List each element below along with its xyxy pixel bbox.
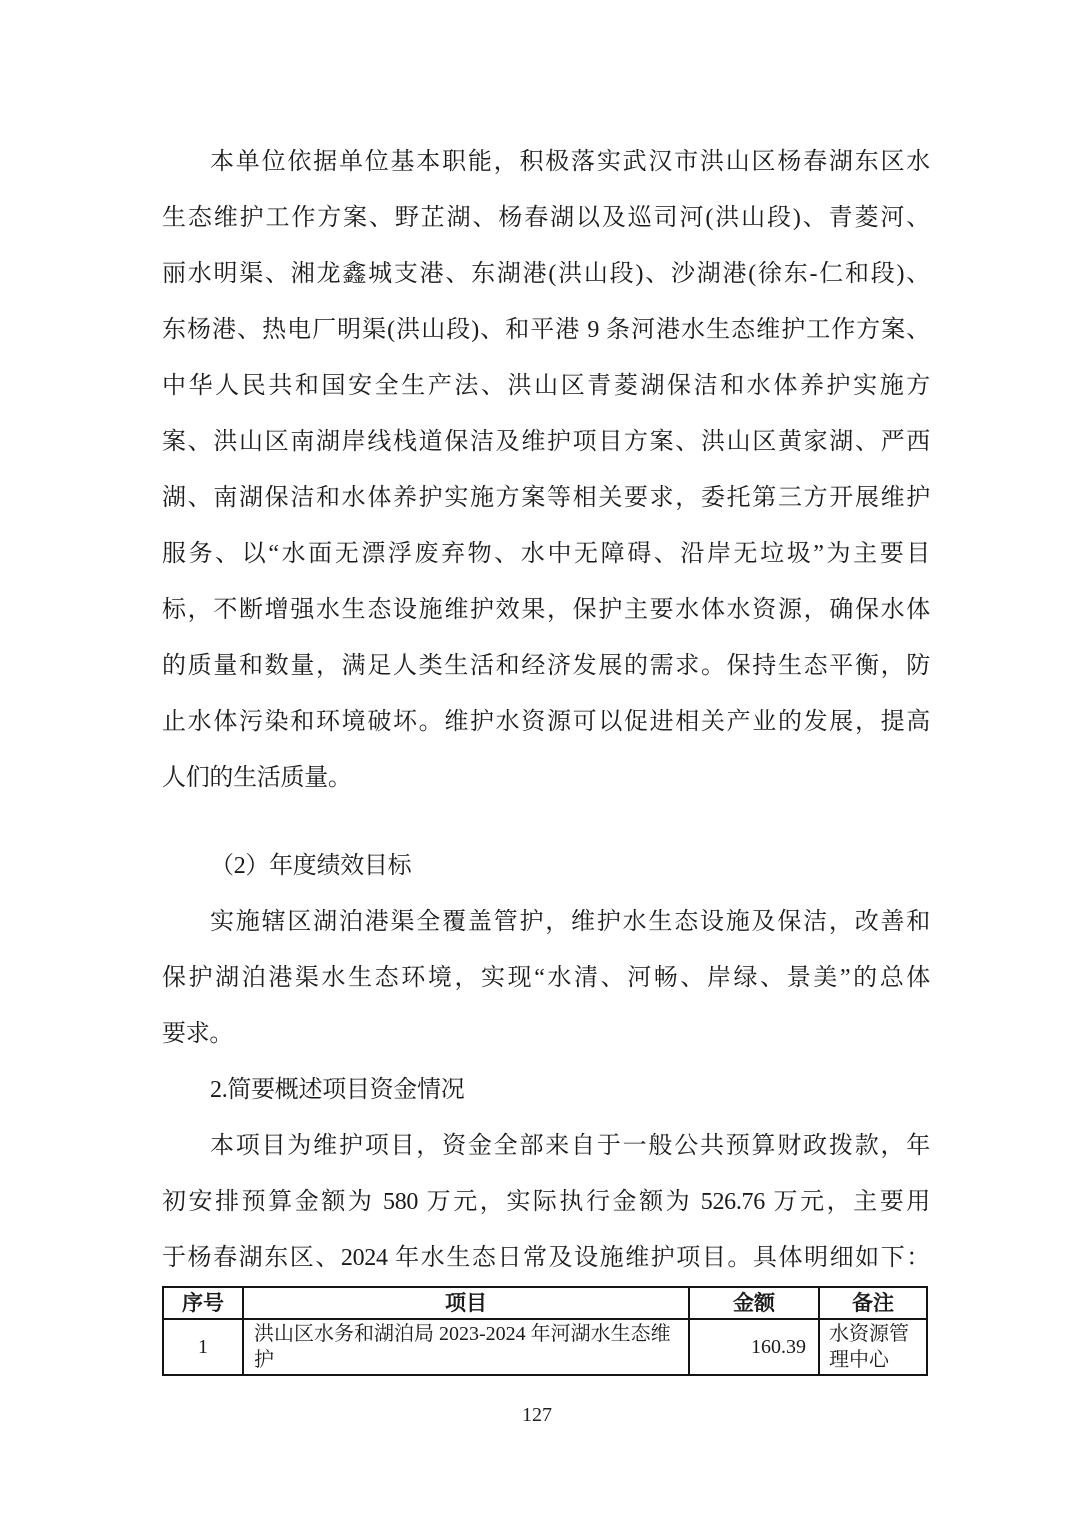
column-header-amount: 金额: [689, 1287, 819, 1319]
heading-project-funds-overview: 2.简要概述项目资金情况: [210, 1077, 465, 1103]
text-line: 人们的生活质量。: [162, 765, 352, 791]
column-header-project: 项目: [243, 1287, 689, 1319]
text-line: 丽水明渠、湘龙鑫城支港、东湖港(洪山段)、沙湖港(徐东-仁和段)、: [162, 261, 930, 287]
page-number: 127: [522, 1404, 552, 1426]
text-line: 于杨春湖东区、2024 年水生态日常及设施维护项目。具体明细如下：: [162, 1245, 930, 1271]
column-header-note: 备注: [819, 1287, 927, 1319]
text-line: 保护湖泊港渠水生态环境，实现“水清、河畅、岸绿、景美”的总体: [162, 965, 930, 991]
text-line: 服务、以“水面无漂浮废弃物、水中无障碍、沿岸无垃圾”为主要目: [162, 541, 930, 567]
text-line: 湖、南湖保洁和水体养护实施方案等相关要求，委托第三方开展维护: [162, 485, 930, 511]
heading-annual-performance-target: （2）年度绩效目标: [210, 853, 412, 879]
column-header-seq: 序号: [163, 1287, 243, 1319]
page-content: [162, 134, 930, 1376]
text-line: 标，不断增强水生态设施维护效果，保护主要水体水资源，确保水体: [162, 597, 930, 623]
cell-note: 水资源管理中心: [819, 1319, 927, 1375]
table-header-row: [163, 1287, 927, 1319]
text-line: 本单位依据单位基本职能，积极落实武汉市洪山区杨春湖东区水: [210, 149, 930, 175]
cell-seq: 1: [163, 1319, 243, 1375]
paragraph-performance-target: [162, 894, 930, 1062]
paragraph-project-funds: [162, 1118, 930, 1286]
fund-detail-table: [162, 1286, 928, 1376]
text-line: 止水体污染和环境破坏。维护水资源可以促进相关产业的发展，提高: [162, 709, 930, 735]
text-line: 初安排预算金额为 580 万元，实际执行金额为 526.76 万元，主要用: [162, 1189, 930, 1215]
text-line: 要求。: [162, 1021, 234, 1047]
text-line: 实施辖区湖泊港渠全覆盖管护，维护水生态设施及保洁，改善和: [210, 909, 930, 935]
paragraph-unit-duties: [162, 134, 930, 806]
text-line: 生态维护工作方案、野芷湖、杨春湖以及巡司河(洪山段)、青菱河、: [162, 205, 930, 231]
text-line: 案、洪山区南湖岸线栈道保洁及维护项目方案、洪山区黄家湖、严西: [162, 429, 930, 455]
table-row: [163, 1319, 927, 1375]
text-line: 的质量和数量，满足人类生活和经济发展的需求。保持生态平衡，防: [162, 653, 930, 679]
text-line: 中华人民共和国安全生产法、洪山区青菱湖保洁和水体养护实施方: [162, 373, 930, 399]
text-line: 本项目为维护项目，资金全部来自于一般公共预算财政拨款，年: [210, 1133, 930, 1159]
text-line: 东杨港、热电厂明渠(洪山段)、和平港 9 条河港水生态维护工作方案、: [162, 317, 930, 343]
cell-amount: 160.39: [689, 1319, 819, 1375]
cell-project: 洪山区水务和湖泊局 2023-2024 年河湖水生态维护: [243, 1319, 689, 1375]
